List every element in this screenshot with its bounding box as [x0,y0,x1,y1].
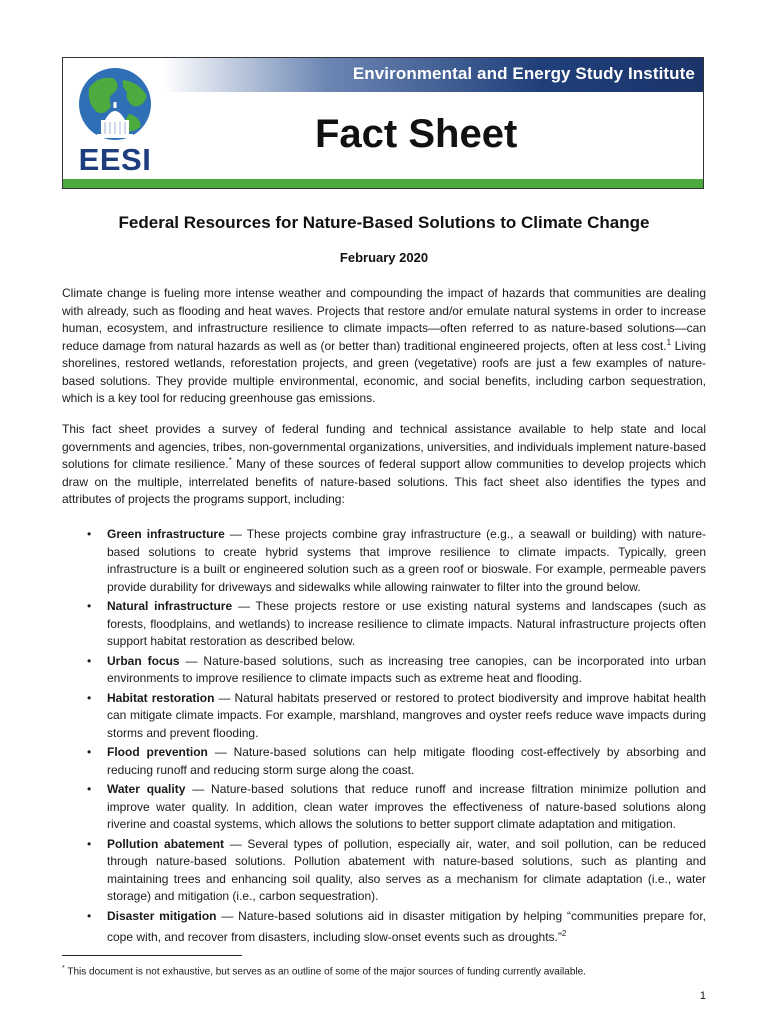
footnote-ref[interactable]: * [228,456,232,465]
list-item: • Water quality — Nature-based solutions that reduce runoff and increase filtration minimize pollution and improve water quality. In addition, clean water improves the effectiveness of nature-based solutions along riverine and coastal systems, which allows the solutions to better support climate adaptation and mitigation. [87,782,707,831]
footnote-ref[interactable]: 1 [666,337,672,347]
org-banner [163,58,703,92]
list-item: • Disaster mitigation — Nature-based solutions aid in disaster mitigation by helping “communities prepare for, cope with, and recover from disasters, including slow-onset events such as droughts.”$^2$ [87,908,706,944]
green-rule [63,179,703,188]
survey-paragraph: This fact sheet provides a survey of federal funding and technical assistance available to help state and local governments and agencies, tribes, non-governmental organizations, universities, and individuals implement nature-based solutions for climate resilience.* Many of these sources of federal support allow communities to develop projects which draw on the multiple, interrelated benefits of nature-based solutions. This fact sheet also identifies the types and attributes of projects the programs support, including: [62,422,706,506]
globe-capitol-icon [67,62,163,146]
list-item: • Green infrastructure — These projects combine gray infrastructure (e.g., a seawall or building) with nature-based solutions to create hybrid systems that improve resilience to climate impacts. Typically, green infrastructure is a built or engineered solution such as a green roof or bioswale. For example, permeable pavers provide durability for driveways and sidewalks while allowing rainwater to filter into the ground below. [87,527,706,594]
list-item: • Urban focus — Nature-based solutions, such as increasing tree canopies, can be incorporated into urban environments to improve resilience to climate impacts such as extreme heat and flooding. [87,653,706,685]
footnote-divider [62,955,242,956]
list-item: • Natural infrastructure — These projects restore or use existing natural systems and landscapes (such as forests, floodplains, and wetlands) to increase resilience to climate impacts. Natural infrastructure projects often support habitat restoration as described below. [87,599,706,648]
org-name: Environmental and Energy Study Institute [352,64,695,83]
list-item: • Flood prevention — Nature-based solutions can help mitigate flooding cost-effectively by absorbing and reducing runoff and reducing storm surge along the coast. [87,745,706,777]
header-box [62,57,704,189]
document-title: Federal Resources for Nature-Based Solutions to Climate Change [118,213,650,232]
document-date: February 2020 [339,250,429,265]
list-item: • Pollution abatement — Several types of pollution, especially air, water, and soil pollution, can be reduced through nature-based solutions. Pollution abatement with nature-based solutions, such as planting and maintaining trees and enhancing soil quality, also serves as a mechanism for climate adaptation (i.e., water storage) and mitigation (i.e., carbon sequestration). [87,836,706,903]
logo-text: EESI [78,142,152,177]
project-types-list [62,526,706,949]
doc-type-title: Fact Sheet [315,112,518,156]
footnote: * This document is not exhaustive, but serves as an outline of some of the major sources of funding currently available. [62,965,586,978]
list-item: • Habitat restoration — Natural habitats preserved or restored to protect biodiversity and improve habitat health can mitigate climate impacts. For example, marshland, mangroves and oyster reefs reduce wave impacts during storms and prevent flooding. [87,690,706,740]
intro-paragraph: Climate change is fueling more intense weather and compounding the impact of hazards that communities are dealing with already, such as flooding and heat waves. Projects that restore and/or emulate natural systems in order to increase human, ecosystem, and infrastructure resilience to climate impacts—often referred to as nature-based solutions—can reduce damage from natural hazards as well as (or better than) traditional engineered projects, often at less cost.$^1$ Living shorelines, restored wetlands, reforestation projects, and green (vegetative) roofs are just a few examples of nature-based solutions. They provide multiple environmental, economic, and social benefits, including carbon sequestration, which is a key tool for reducing greenhouse gas emissions. [62,286,707,405]
page-number: 1 [699,990,706,1002]
eesi-logo [67,62,163,176]
footnote-ref[interactable]: 2 [561,929,567,938]
